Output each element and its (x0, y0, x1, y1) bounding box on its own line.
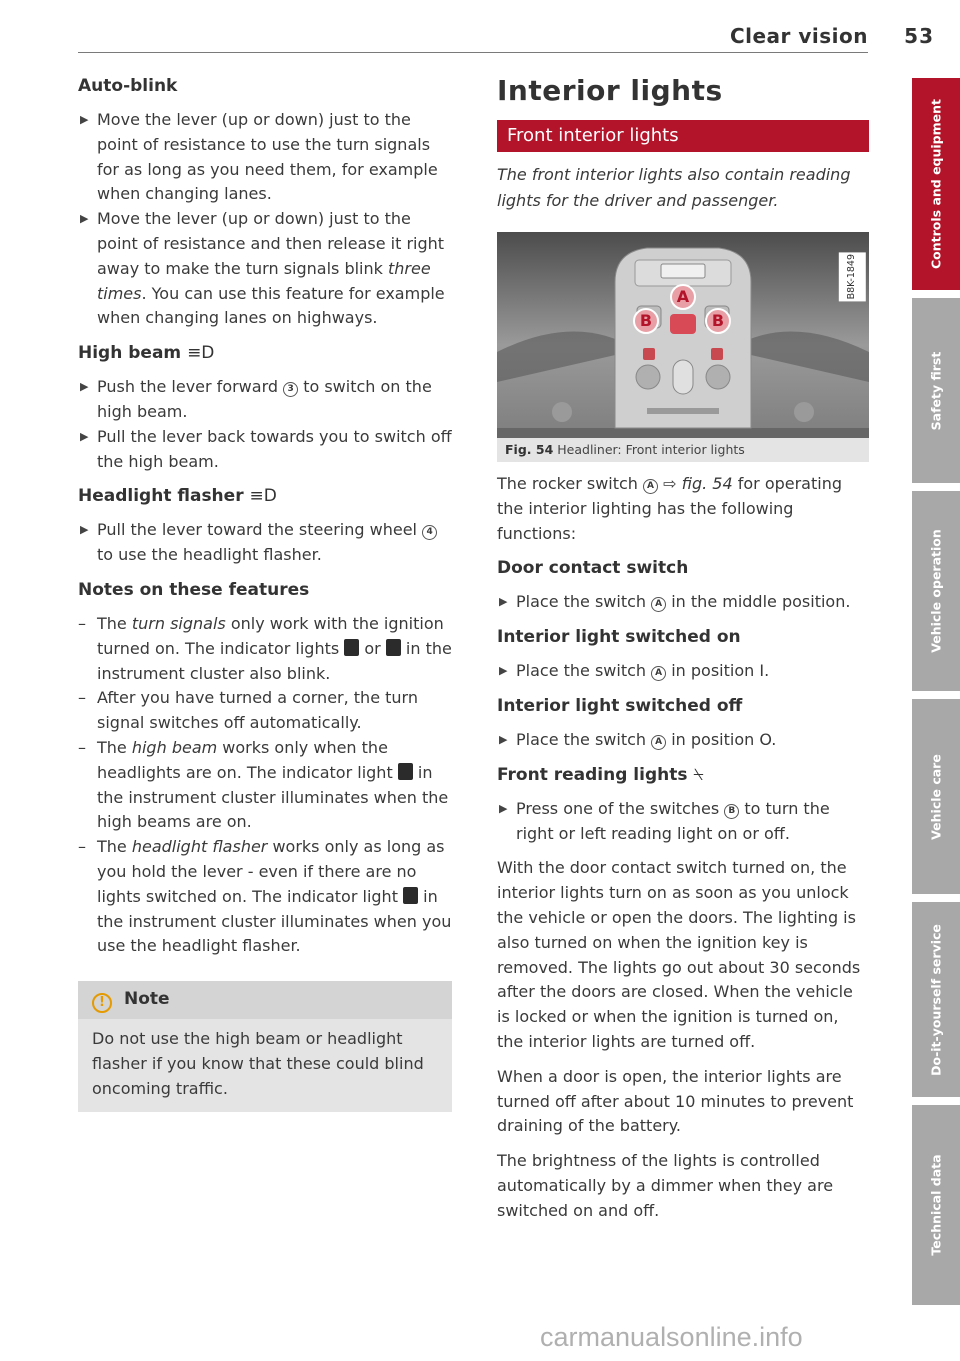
bullet-icon: ▶ (499, 801, 508, 815)
watermark: carmanualsonline.info (540, 1322, 803, 1352)
bullet-icon: ▶ (80, 380, 89, 394)
section-banner: Front interior lights (497, 120, 869, 152)
turn-left-indicator-icon (344, 639, 359, 656)
tab-do-it-yourself-service[interactable]: Do-it-yourself service (912, 902, 960, 1097)
list-item: ▶ Push the lever forward 3 to switch on the high beam. (80, 377, 432, 421)
callout-marker: 4 (422, 525, 437, 540)
tab-safety-first[interactable]: Safety first (912, 298, 960, 483)
intro-paragraph: The rocker switch A ⇨ fig. 54 for operating the interior lighting has the following functions: (497, 474, 842, 543)
note-header: ! Note (78, 981, 452, 1019)
list-item: ▶ Pull the lever back towards you to switch off the high beam. (80, 426, 452, 471)
high-beam-indicator-icon (398, 763, 413, 780)
light-on-heading: Interior light switched on (497, 627, 741, 648)
door-contact-heading: Door contact switch (497, 558, 689, 579)
light-off-heading: Interior light switched off (497, 695, 743, 716)
figure-caption: Fig. 54 Headliner: Front interior lights (497, 438, 869, 462)
list-item: ▶ Pull the lever toward the steering wheel 4 to use the headlight flasher. (78, 518, 452, 568)
left-column (78, 72, 452, 1112)
headliner-illustration (497, 232, 869, 438)
page-title: Interior lights (497, 74, 723, 107)
bullet-icon: ▶ (80, 523, 89, 537)
high-beam-indicator-icon (403, 887, 418, 904)
callout-marker: A (651, 597, 666, 612)
bullet-icon: ▶ (80, 113, 89, 126)
switch-b-right-label: B (705, 308, 731, 334)
bullet-icon: ▶ (80, 212, 89, 226)
tab-vehicle-operation[interactable]: Vehicle operation (912, 491, 960, 691)
list-item: ▶ Press one of the switches B to turn the right or left reading light on or off. (499, 798, 830, 843)
callout-marker: A (651, 666, 666, 681)
high-beam-icon: ≡D (187, 343, 215, 364)
list-item: ▶ Place the switch A in the middle position. (497, 590, 869, 615)
page-number: 53 (904, 24, 934, 48)
notes-heading: Notes on these features (78, 579, 310, 600)
section-title: Clear vision (729, 24, 868, 48)
paragraph: The brightness of the lights is controlled automatically by a dimmer when they are switched on and off. (497, 1151, 834, 1220)
list-item: ▶ Place the switch A in position I. (497, 659, 869, 684)
bullet-icon: ▶ (499, 595, 508, 609)
reading-light-icon: ⍀ (693, 764, 704, 785)
info-icon: ! (92, 993, 112, 1013)
header-divider (78, 52, 868, 53)
bullet-icon: ▶ (80, 429, 89, 443)
bullet-icon: ▶ (499, 664, 508, 678)
list-item: – After you have turned a corner, the turn signal switches off automatically. (78, 688, 418, 733)
paragraph: With the door contact switch turned on, the interior lights turn on as soon as you unlock the vehicle or open the doors. The lighting is also turned on when the ignition key is removed. The lights go out about 30 seconds after the doors are closed. When the vehicle is locked or when the ignition is turned on, the interior lights are turned off. (497, 858, 861, 1051)
list-item: – The high beam works only when the headlights are on. The indicator light in the instrument cluster illuminates when the high beams are on. (78, 737, 449, 832)
list-item: – The turn signals only work with the ignition turned on. The indicator lights or in the instrument cluster also blink. (78, 613, 452, 683)
list-item: ▶ Move the lever (up or down) just to the point of resistance to use the turn signals for as long as you need them, for example when changing lanes. (80, 110, 438, 204)
figure-reference-link[interactable]: ⇨ fig. 54 (663, 474, 733, 493)
note-box (78, 981, 452, 1111)
switch-b-left-label: B (633, 308, 659, 334)
right-column (497, 72, 869, 1224)
callout-marker: 3 (283, 382, 298, 397)
list-item: ▶ Place the switch A in position O. (497, 728, 869, 753)
callout-marker: B (724, 804, 739, 819)
tab-vehicle-care[interactable]: Vehicle care (912, 699, 960, 894)
bullet-icon: ▶ (499, 732, 508, 746)
callout-marker: A (651, 735, 666, 750)
figure-code: B8K-1849 (839, 252, 866, 301)
paragraph: When a door is open, the interior lights are turned off after about 10 minutes to prevent draining of the battery. (497, 1066, 854, 1136)
list-item: – The headlight flasher works only as long as you hold the lever - even if there are no lights switched on. The indicator light in the instrument cluster illuminates when you use the headlight flasher. (78, 837, 452, 956)
headliner-figure (497, 232, 869, 438)
turn-right-indicator-icon (386, 639, 401, 656)
note-text: Do not use the high beam or headlight flasher if you know that these could blind oncoming traffic. (92, 1029, 424, 1098)
tab-controls-and-equipment[interactable]: Controls and equipment (912, 78, 960, 290)
list-item: ▶ Move the lever (up or down) just to the point of resistance and then release it right away to make the turn signals blink three times. You can use this feature for example when changing lanes on highways. (80, 209, 445, 328)
lead-text: The front interior lights also contain reading lights for the driver and passenger. (497, 165, 851, 210)
high-beam-heading: High beam ≡D (78, 343, 215, 364)
high-beam-icon: ≡D (249, 486, 277, 507)
reading-lights-heading: Front reading lights ⍀ (497, 764, 704, 785)
tab-technical-data[interactable]: Technical data (912, 1105, 960, 1305)
callout-marker: A (643, 479, 658, 494)
headlight-flasher-heading: Headlight flasher ≡D (78, 486, 277, 507)
chapter-tabs (912, 78, 960, 1313)
auto-blink-heading: Auto-blink (78, 76, 178, 96)
switch-a-label: A (670, 284, 696, 310)
